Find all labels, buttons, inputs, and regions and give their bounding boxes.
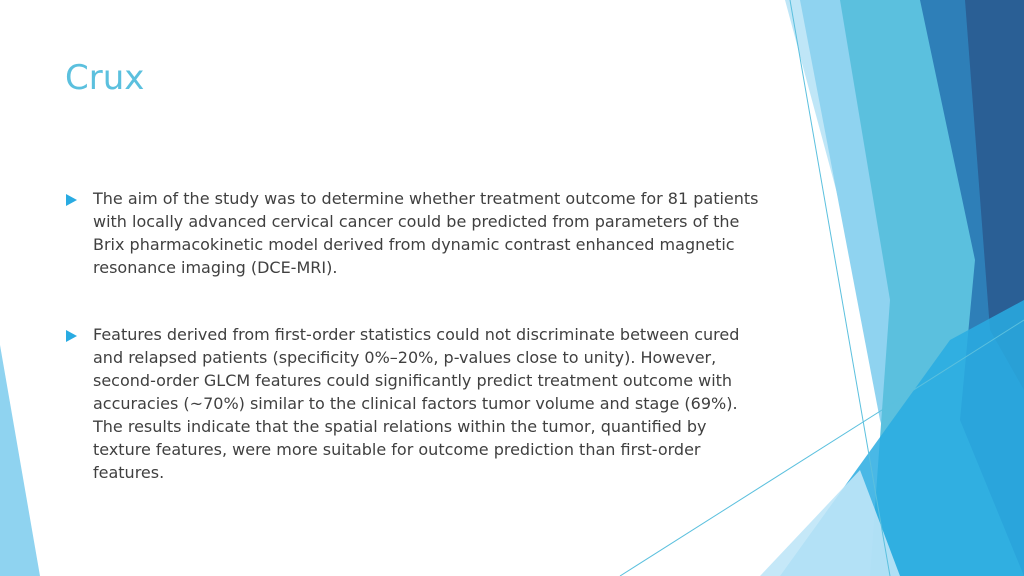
- bullet-item: [66, 187, 766, 279]
- bullet-list: [66, 187, 766, 528]
- slide-title: Crux: [65, 58, 145, 98]
- left-accent-shape: [0, 345, 40, 576]
- bullet-text: The aim of the study was to determine whether treatment outcome for 81 patients with locally advanced cervical cancer could be predicted from parameters of the Brix pharmacokinetic model derived from dynamic contrast enhanced magnetic resonance imaging (DCE-MRI).: [93, 189, 759, 277]
- bullet-text: Features derived from first-order statistics could not discriminate between cured and relapsed patients (specificity 0%–20%, p-values close to unity). However, second-order GLCM features could significantly predict treatment outcome with accuracies (~70%) similar to the clinical factors tumor volume and stage (69%). The results indicate that the spatial relations within the tumor, quantified by texture features, were more suitable for outcome prediction than first-order features.: [93, 325, 740, 482]
- arrow-bullet-icon: [66, 194, 77, 206]
- bullet-item: [66, 323, 766, 484]
- arrow-bullet-icon: [66, 330, 77, 342]
